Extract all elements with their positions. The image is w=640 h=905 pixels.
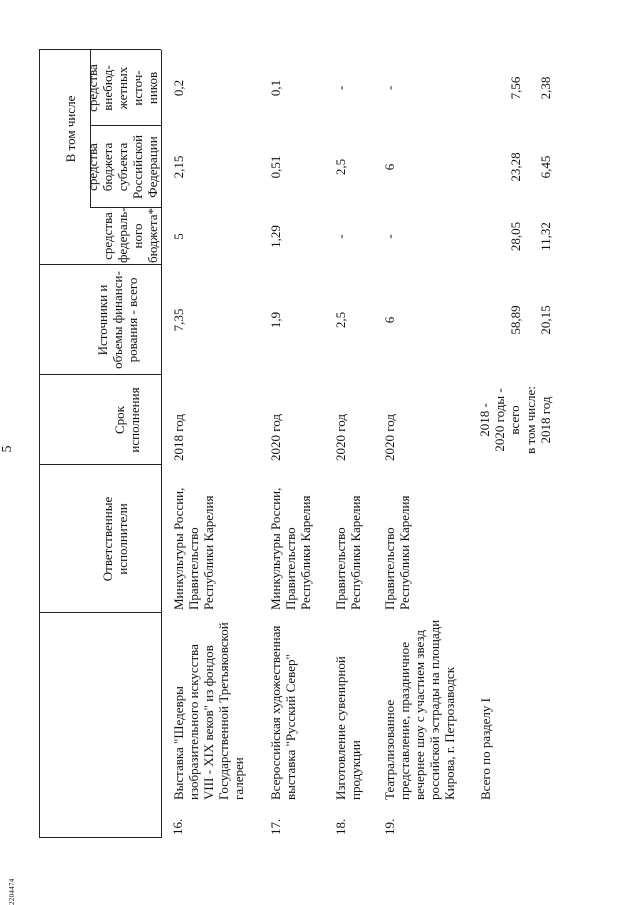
row-16-federal: 5 [171, 233, 186, 240]
row-19-number: 19. [382, 818, 397, 835]
summary-in-that: в том числе: 2018 год [523, 386, 553, 454]
row-18-number: 18. [333, 818, 348, 835]
header-offbudget: средства внебюд- жетных источ- ников [85, 64, 160, 112]
header-federal: средства федераль- ного бюджета* [100, 207, 160, 263]
row-19-offbudget: - [382, 85, 397, 91]
row-16-regional: 2,15 [171, 155, 186, 179]
row-18-federal: - [333, 234, 348, 239]
summary-total-regional: 23,28 [508, 152, 523, 182]
row-16-number: 16. [170, 818, 185, 835]
summary-total-total: 58,89 [508, 305, 523, 335]
header-deadline: Срок исполнения [112, 387, 142, 453]
table-top-border [39, 50, 40, 838]
row-19-name: Театрализованное представление, праздничное вечернее шоу с участием звезд российской эстрады на площади Кирова, г. Петрозаводск [382, 619, 457, 800]
summary-period-total: 2018 - 2020 годы - всего [477, 388, 522, 452]
document-code: 2204474 [8, 878, 16, 905]
col-border-3 [39, 374, 161, 375]
row-19-responsible: Правительство Республики Карелия [382, 495, 412, 610]
row-19-deadline: 2020 год [382, 414, 397, 461]
header-responsible: Ответственные исполнители [100, 496, 130, 582]
row-17-federal: 1,29 [268, 225, 283, 248]
page-number: 5 [0, 445, 15, 453]
row-17-number: 17. [268, 818, 283, 835]
col-border-0 [39, 837, 161, 838]
col-border-7 [39, 49, 161, 50]
row-19-federal: - [382, 234, 397, 239]
row-18-deadline: 2020 год [333, 414, 348, 461]
row-17-name: Всероссийская художественная выставка "Русский Север" [268, 625, 298, 800]
row-17-total: 1,9 [268, 311, 283, 329]
summary-2018-offbudget: 2,38 [538, 76, 553, 100]
row-16-offbudget: 0,2 [171, 79, 186, 97]
row-19-regional: 6 [382, 163, 397, 171]
summary-2018-total: 20,15 [538, 305, 553, 335]
row-19-total: 6 [382, 316, 397, 324]
summary-2018-federal: 11,32 [538, 222, 553, 251]
row-16-name [171, 615, 246, 800]
summary-total-federal: 28,05 [508, 221, 523, 252]
header-regional: средства бюджета субъекта Российской Федерации [85, 134, 160, 200]
row-18-regional: 2,5 [333, 158, 348, 176]
header-financing: Источники и объемы финанси- рования - всего [95, 271, 140, 369]
summary-2018-regional: 6,45 [538, 155, 553, 179]
row-16-name-text: Выставка "Шедевры изобразительного искусства VIII - XIX веков" из фондов Государственной Третьяковской галереи [171, 622, 246, 800]
row-18-total: 2,5 [333, 311, 348, 329]
col-border-4 [39, 264, 161, 265]
col-border-2 [39, 464, 161, 465]
summary-label: Всего по разделу I [478, 698, 493, 800]
row-18-responsible: Правительство Республики Карелия [333, 495, 363, 610]
row-16-responsible: Минкультуры России, Правительство Республики Карелия [171, 487, 216, 610]
row-17-regional: 0,51 [268, 155, 283, 179]
summary-total-offbudget: 7,56 [508, 76, 523, 100]
col-border-6 [90, 125, 161, 126]
table-header-bottom-border [161, 50, 162, 838]
col-border-1 [39, 612, 161, 613]
row-18-offbudget: - [333, 85, 348, 91]
row-17-deadline: 2020 год [268, 414, 283, 461]
row-18-name: Изготовление сувенирной продукции [333, 656, 363, 800]
row-17-responsible: Минкультуры России, Правительство Республики Карелия [268, 487, 313, 610]
row-16-deadline: 2018 год [171, 414, 186, 461]
row-17-offbudget: 0,1 [268, 79, 283, 97]
row-16-total: 7,35 [171, 308, 186, 332]
header-incl-group: В том числе [63, 95, 78, 163]
